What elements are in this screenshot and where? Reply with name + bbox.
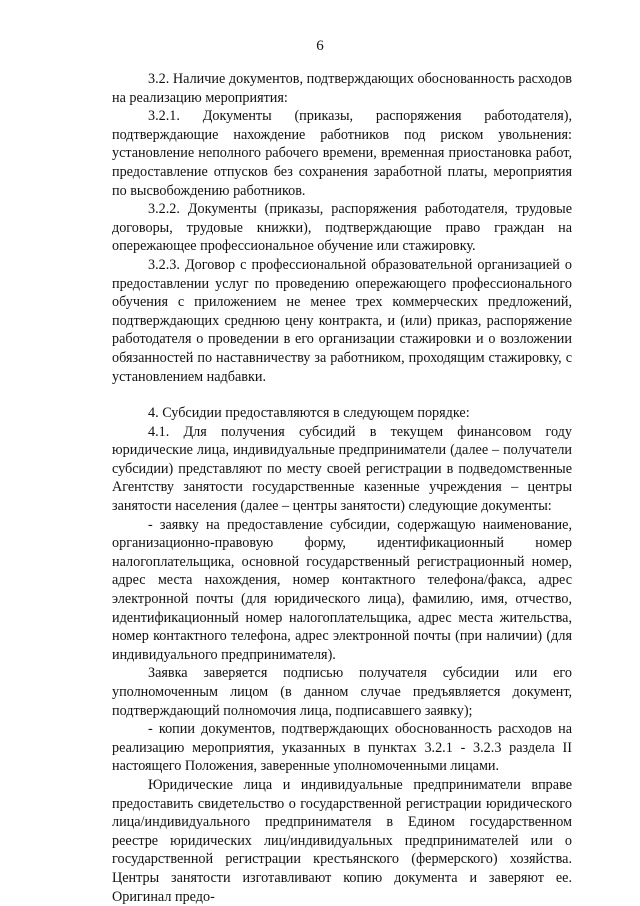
paragraph-4-1: 4.1. Для получения субсидий в текущем финансовом году юридические лица, индивидуальные предприниматели (далее – получатели субсидии) представляют по месту своей регистрации в подведомственные Агентству занятости государственные казенные учреждения – центры занятости населения (далее – центры занятости) следующие документы: <box>112 423 572 515</box>
paragraph-3-2-3: 3.2.3. Договор с профессиональной образовательной организацией о предоставлении услуг по проведению опережающего профессионального обучения с приложением не менее трех коммерческих предложений, подтверждающих среднюю цену контракта, и (или) приказ, распоряжение работодателя о проведении в его организации стажировки и о возложении обязанностей по наставничеству за работником, проходящим стажировку, с установлением надбавки. <box>112 256 572 385</box>
page-body <box>112 70 572 906</box>
paragraph-4: 4. Субсидии предоставляются в следующем порядке: <box>148 405 470 422</box>
paragraph-3-2: 3.2. Наличие документов, подтверждающих обоснованность расходов на реализацию мероприятия: <box>112 71 572 106</box>
list-item-document-copies: - копии документов, подтверждающих обоснованность расходов на реализацию мероприятия, указанных в пунктах 3.2.1 - 3.2.3 раздела II настоящего Положения, заверенные уполномоченными лицами. <box>112 721 572 775</box>
page-number: 6 <box>316 38 324 54</box>
paragraph-registration-certificate: Юридические лица и индивидуальные предприниматели вправе предоставить свидетельство о государственной регистрации юридического лица/индивидуального предпринимателя в Едином государственном реестре юридических лиц/индивидуальных предпринимателей или о государственной регистрации крестьянского (фермерского) хозяйства. Центры занятости изготавливают копию документа и заверяют ее. Оригинал предо- <box>112 776 572 905</box>
paragraph-application-signature: Заявка заверяется подписью получателя субсидии или его уполномоченным лицом (в данном случае предъявляется документ, подтверждающий полномочия лица, подписавшего заявку); <box>112 665 572 719</box>
paragraph-3-2-1: 3.2.1. Документы (приказы, распоряжения работодателя), подтверждающие нахождение работников под риском увольнения: установление неполного рабочего времени, временная приостановка работ, предоставление отпусков без сохранения заработной платы, мероприятия по высвобождению работников. <box>112 108 572 199</box>
list-item-application: - заявку на предоставление субсидии, содержащую наименование, организационно-правовую форму, идентификационный номер налогоплательщика, основной государственный регистрационный номер, адрес места нахождения, номер контактного телефона/факса, адрес электронной почты (для юридического лица), фамилию, имя, отчество, идентификационный номер налогоплательщика, адрес места жительства, номер контактного телефона, адрес электронной почты (при наличии) (для индивидуального предпринимателя). <box>112 516 572 663</box>
paragraph-3-2-2: 3.2.2. Документы (приказы, распоряжения работодателя, трудовые договоры, трудовые книжки), подтверждающие право граждан на опережающее профессиональное обучение или стажировку. <box>112 201 572 255</box>
section-gap <box>112 386 572 404</box>
